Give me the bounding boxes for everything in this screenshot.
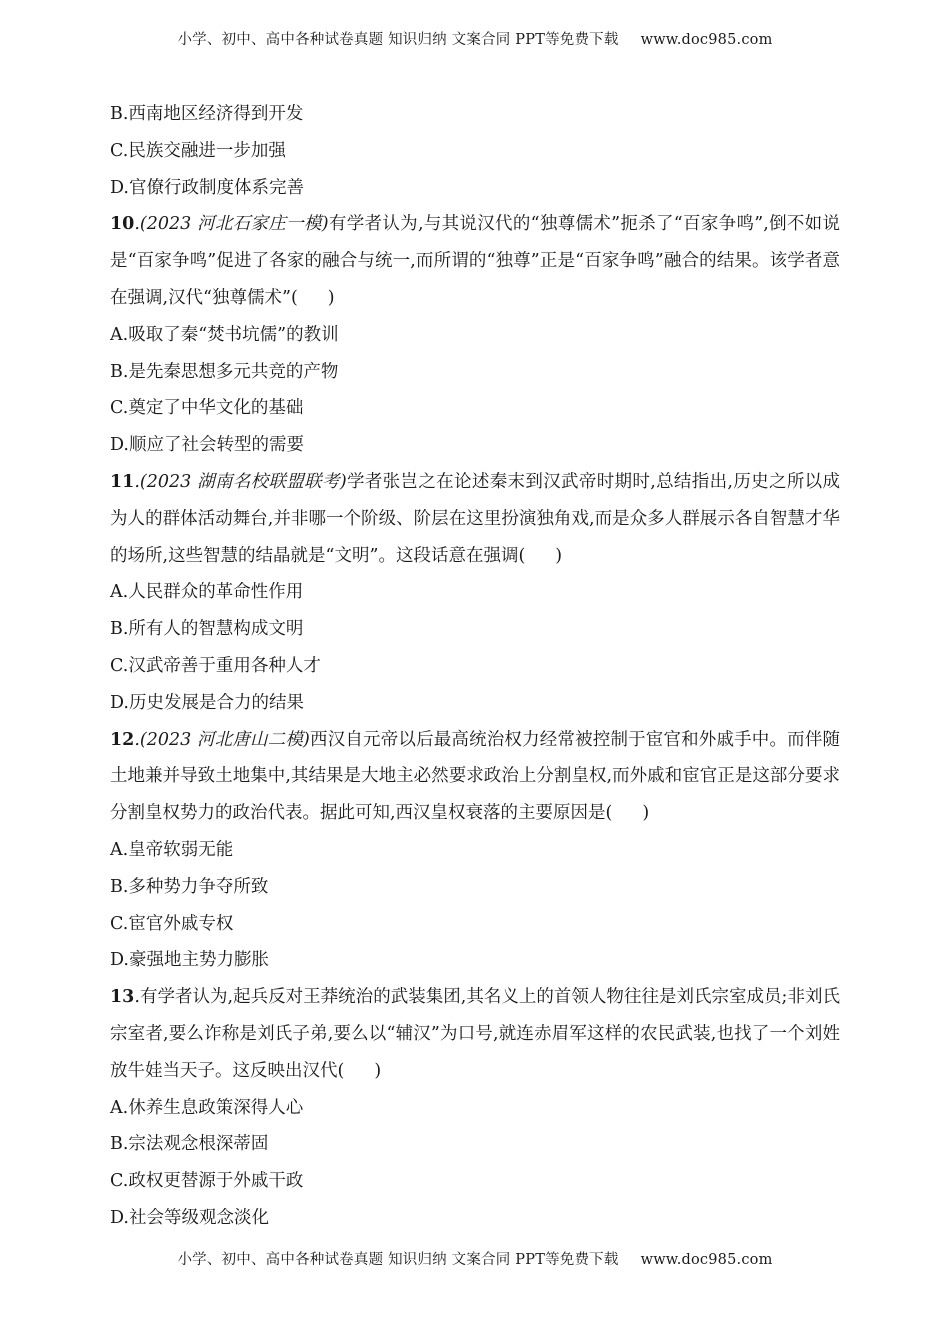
question-text: 有学者认为,起兵反对王莽统治的武装集团,其名义上的首领人物往往是刘氏宗室成员;非刘氏宗室者,要么诈称是刘氏子弟,要么以“辅汉”为口号,就连赤眉军这样的农民武装,也找了一个刘姓放牛娃当天子。这反映出汉代(	[110, 987, 840, 1081]
footer-url[interactable]: www.doc985.com	[640, 1252, 773, 1268]
page-content	[110, 96, 840, 1237]
option-line: C.民族交融进一步加强	[110, 140, 286, 161]
question-source: .(2023 湖南名校联盟联考)	[134, 471, 347, 492]
option-line: B.宗法观念根深蒂固	[110, 1134, 269, 1155]
option-line: C.政权更替源于外戚干政	[110, 1171, 304, 1192]
option-line: D.官僚行政制度体系完善	[110, 177, 304, 198]
option-line: B.多种势力争夺所致	[110, 876, 269, 897]
question-text: 学者张岂之在论述秦末到汉武帝时期时,总结指出,历史之所以成为人的群体活动舞台,并非哪一个阶级、阶层在这里扮演独角戏,而是众多人群展示各自智慧才华的场所,这些智慧的结晶就是“文明”。这段话意在强调(	[110, 471, 840, 566]
question-source: .(2023 河北石家庄一模)	[134, 214, 329, 235]
option-line: C.宦官外戚专权	[110, 913, 234, 934]
question-10-stem	[110, 206, 840, 316]
page-footer	[0, 1248, 950, 1269]
footer-text: 小学、初中、高中各种试卷真题 知识归纳 文案合同 PPT等免费下载	[177, 1252, 619, 1268]
question-number: 11	[110, 471, 135, 492]
question-source: .(2023 河北唐山二模)	[134, 729, 310, 750]
question-13-stem	[110, 979, 840, 1089]
option-line: D.社会等级观念淡化	[110, 1207, 269, 1228]
option-line: D.顺应了社会转型的需要	[110, 435, 304, 456]
question-source: .	[134, 987, 140, 1008]
question-number: 10	[110, 214, 135, 235]
question-text: 西汉自元帝以后最高统治权力经常被控制于宦官和外戚手中。而伴随土地兼并导致土地集中,其结果是大地主必然要求政治上分割皇权,而外戚和宦官正是这部分要求分割皇权势力的政治代表。据此可知,西汉皇权衰落的主要原因是(	[110, 729, 840, 824]
header-text: 小学、初中、高中各种试卷真题 知识归纳 文案合同 PPT等免费下载	[177, 32, 619, 48]
option-line: A.休养生息政策深得人心	[110, 1097, 304, 1118]
answer-close: )	[642, 803, 650, 824]
answer-close: )	[327, 287, 335, 308]
option-line: A.皇帝软弱无能	[110, 839, 234, 860]
option-line: D.历史发展是合力的结果	[110, 692, 304, 713]
option-line: B.所有人的智慧构成文明	[110, 619, 304, 640]
question-text: 有学者认为,与其说汉代的“独尊儒术”扼杀了“百家争鸣”,倒不如说是“百家争鸣”促进了各家的融合与统一,而所谓的“独尊”正是“百家争鸣”融合的结果。该学者意在强调,汉代“独尊儒术”(	[110, 214, 840, 308]
option-line: A.吸取了秦“焚书坑儒”的教训	[110, 324, 339, 345]
answer-close: )	[374, 1060, 382, 1081]
question-11-stem	[110, 464, 840, 574]
page-header	[0, 28, 950, 49]
question-number: 12	[110, 729, 135, 750]
option-line: B.西南地区经济得到开发	[110, 104, 304, 124]
question-12-stem	[110, 722, 840, 832]
question-number: 13	[110, 987, 135, 1008]
answer-close: )	[555, 545, 563, 566]
option-line: A.人民群众的革命性作用	[110, 582, 304, 603]
header-url[interactable]: www.doc985.com	[640, 32, 773, 48]
option-line: C.汉武帝善于重用各种人才	[110, 655, 321, 676]
option-line: B.是先秦思想多元共竞的产物	[110, 361, 339, 382]
option-line: C.奠定了中华文化的基础	[110, 398, 304, 419]
option-line: D.豪强地主势力膨胀	[110, 950, 269, 971]
